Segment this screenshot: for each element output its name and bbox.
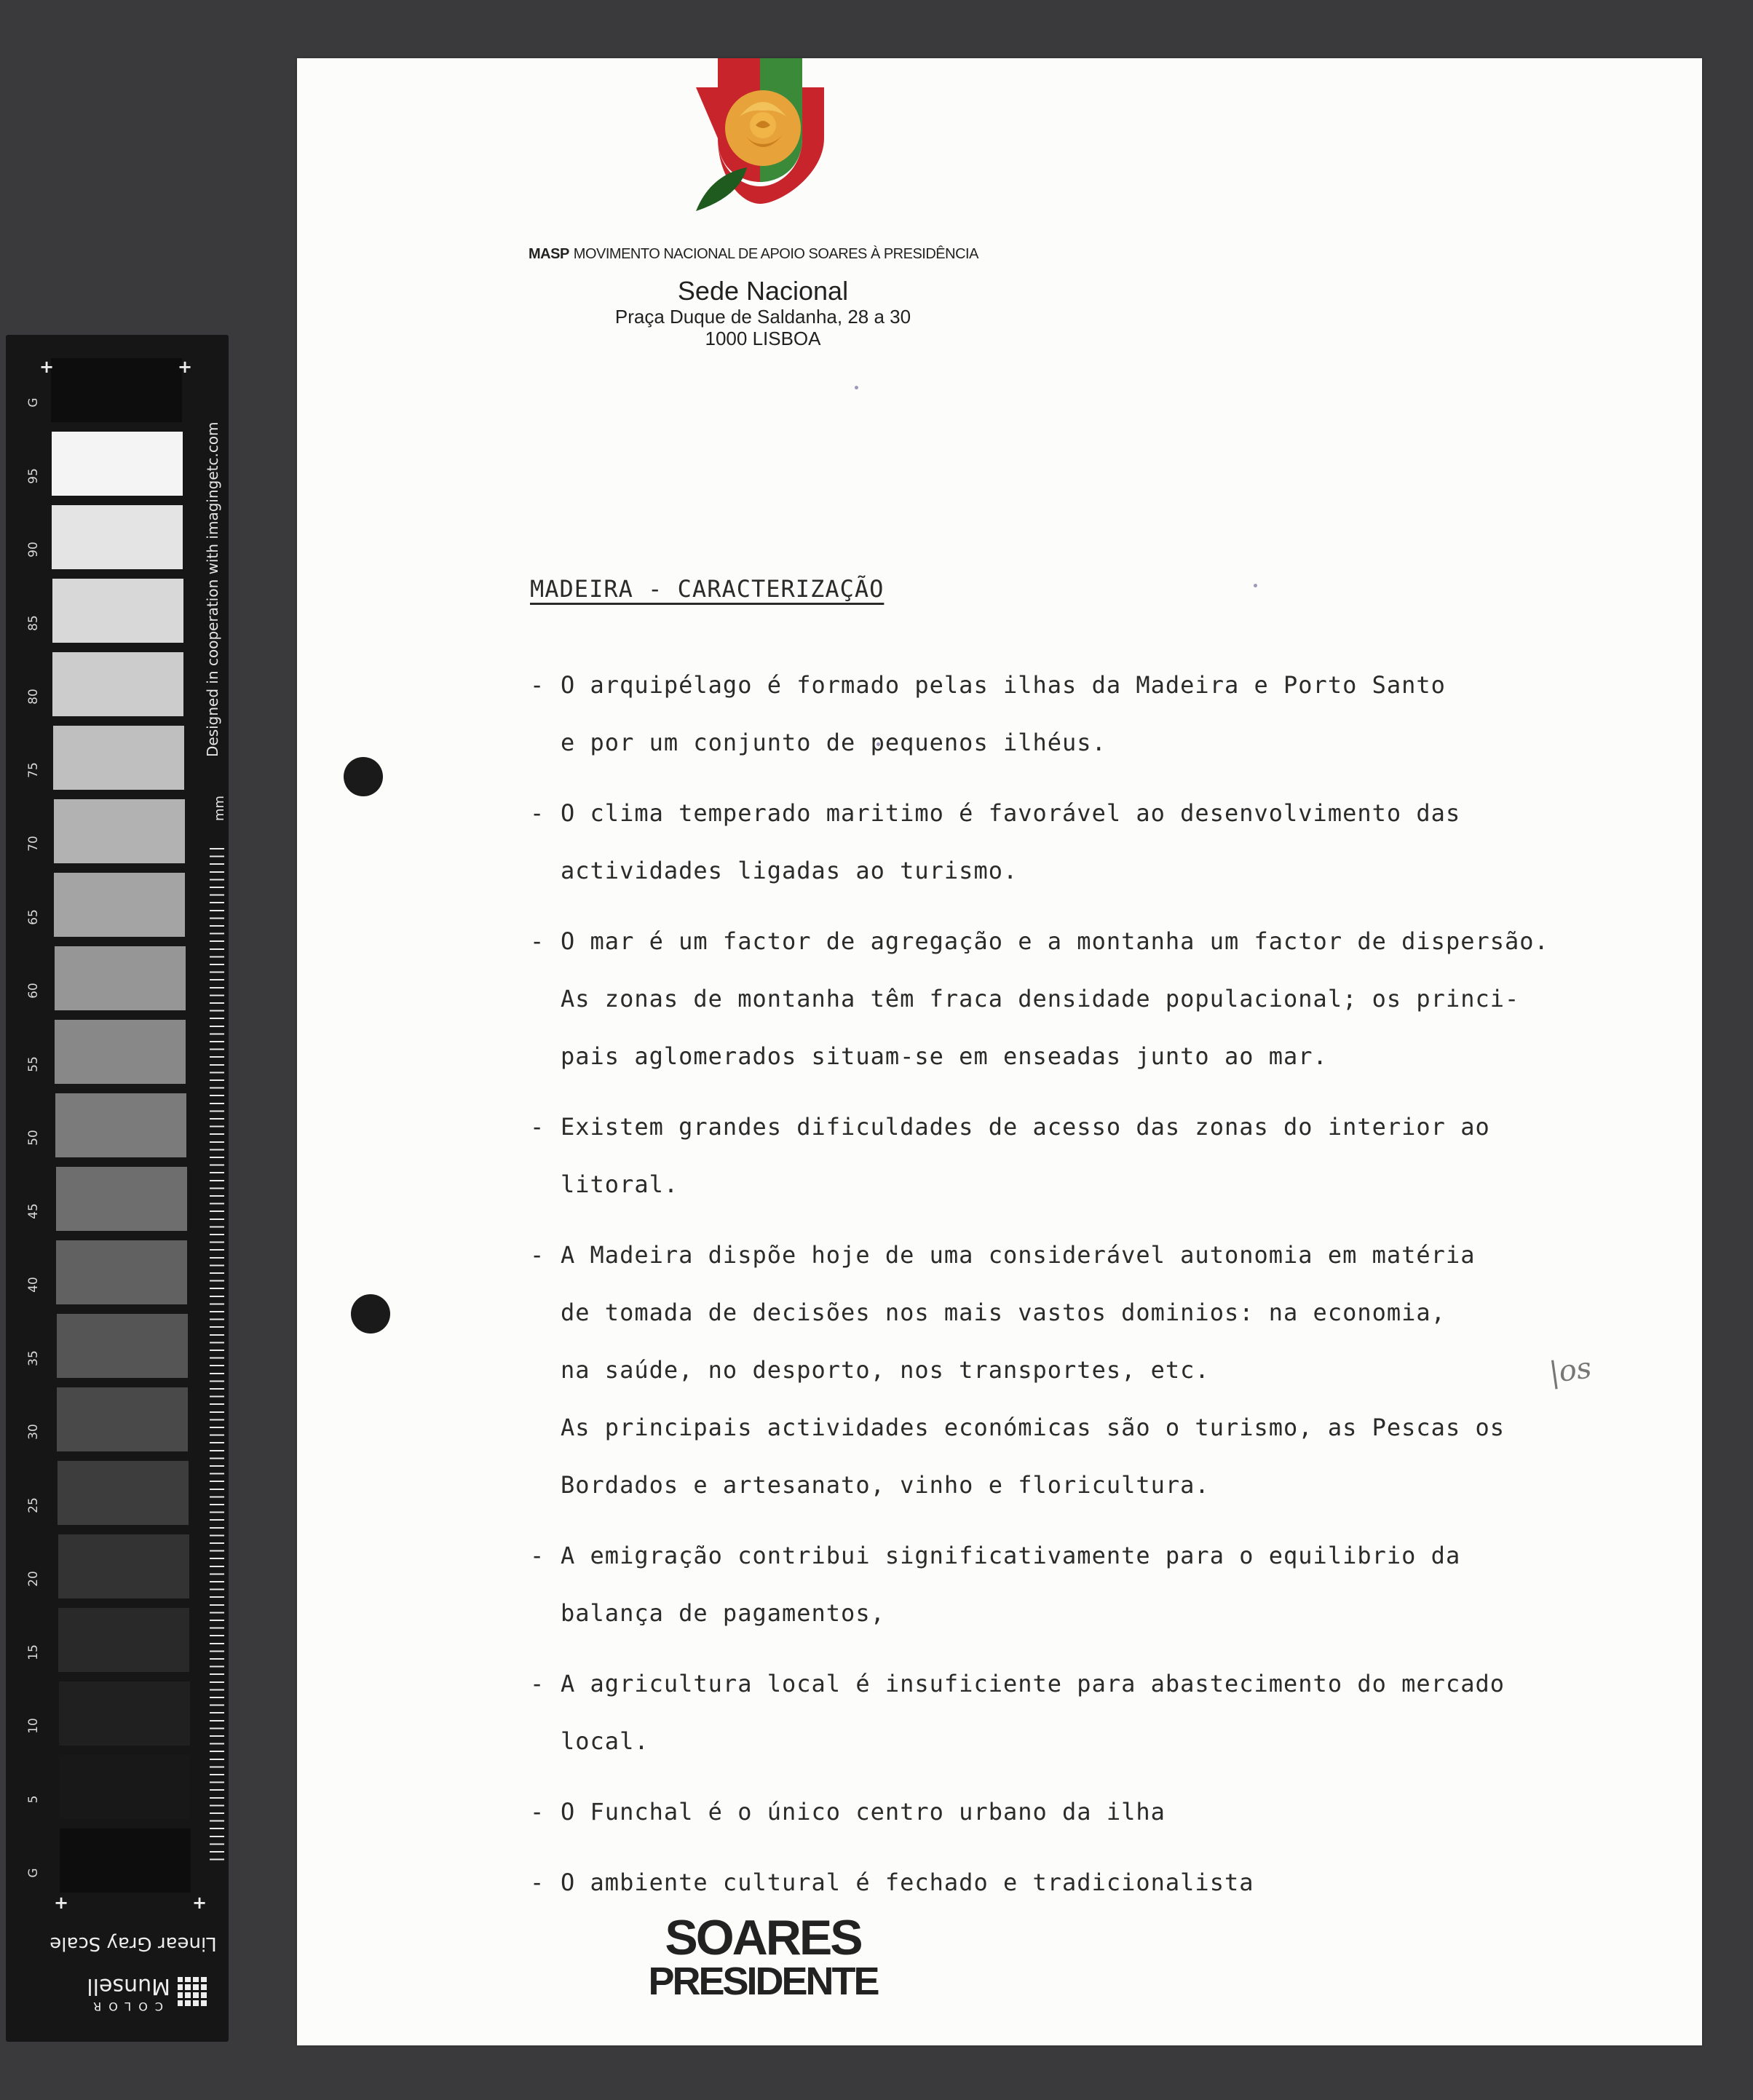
- scale-number: 55: [26, 1056, 41, 1072]
- bullet-dash: -: [530, 1241, 545, 1269]
- handwritten-margin-note: |os: [1547, 1351, 1594, 1390]
- gray-patch: [52, 505, 183, 569]
- gray-patch: [52, 652, 183, 716]
- item-line: A emigração contribui significativamente para o equilibrio da: [561, 1542, 1461, 1569]
- gray-patch: [55, 946, 186, 1010]
- scale-number: 50: [26, 1130, 41, 1146]
- scale-number: 30: [26, 1424, 41, 1440]
- bullet-dash: -: [530, 927, 545, 955]
- item-line: actividades ligadas ao turismo.: [561, 857, 1018, 884]
- letter-page: [297, 58, 1702, 2045]
- scale-number: 10: [26, 1718, 41, 1734]
- gray-patch: [55, 1020, 186, 1084]
- gray-scale-card: [6, 335, 229, 2042]
- scale-number: 75: [26, 762, 41, 778]
- item-line: O Funchal é o único centro urbano da ilha: [561, 1798, 1166, 1826]
- item-line: O mar é um factor de agregação e a montanha um factor de dispersão.: [561, 927, 1549, 955]
- gray-patch: [59, 1681, 190, 1746]
- item-line: O arquipélago é formado pelas ilhas da Madeira e Porto Santo: [561, 671, 1446, 699]
- item-line: A Madeira dispõe hoje de uma considerável autonomia em matéria: [561, 1241, 1476, 1269]
- gray-patch: [52, 579, 183, 643]
- scale-number: 45: [26, 1203, 41, 1219]
- scale-number: 80: [26, 689, 41, 705]
- punch-hole: [351, 1294, 390, 1334]
- headquarters-block: [588, 277, 938, 349]
- address-line: Praça Duque de Saldanha, 28 a 30: [614, 306, 911, 328]
- item-line: pais aglomerados situam-se em enseadas junto ao mar.: [561, 1042, 1328, 1070]
- item-line: Existem grandes dificuldades de acesso das zonas do interior ao: [561, 1113, 1490, 1141]
- scale-number: 40: [26, 1277, 41, 1293]
- gray-patch: [54, 873, 185, 937]
- bullet-dash: -: [530, 799, 545, 827]
- paper-speck: [855, 386, 858, 389]
- item-line: As principais actividades económicas são o turismo, as Pescas os: [561, 1414, 1505, 1441]
- ruler-unit: mm: [212, 795, 228, 822]
- bullet-dash: -: [530, 1670, 545, 1697]
- item-line: As zonas de montanha têm fraca densidade populacional; os princi-: [561, 985, 1520, 1013]
- item-line: e por um conjunto de pequenos ilhéus.: [561, 729, 1107, 756]
- scale-number: 15: [26, 1644, 41, 1660]
- bullet-dash: -: [530, 1869, 545, 1896]
- item-line: na saúde, no desporto, nos transportes, etc.: [561, 1356, 1210, 1384]
- item-line: O clima temperado maritimo é favorável ao desenvolvimento das: [561, 799, 1461, 827]
- mm-ruler: [210, 848, 224, 1863]
- scale-number: 70: [26, 836, 41, 852]
- punch-hole: [344, 757, 383, 796]
- footer-word-soares: SOARES: [665, 1910, 861, 1965]
- org-abbrev: MASP: [529, 246, 569, 262]
- scale-number: 60: [26, 983, 41, 999]
- gray-patch: [52, 432, 183, 496]
- gray-patch: [57, 1387, 188, 1451]
- scale-number: G: [26, 397, 41, 408]
- paper-speck: [1254, 584, 1257, 587]
- munsell-grid-icon: [178, 1977, 207, 2006]
- scale-number: 65: [26, 909, 41, 925]
- gray-patch: [53, 726, 184, 790]
- registration-plus-icon: +: [178, 357, 193, 377]
- document-title: MADEIRA - CARACTERIZAÇÃO: [530, 575, 885, 603]
- hq-title: Sede Nacional: [677, 276, 849, 306]
- soares-presidente-logo: [639, 1910, 887, 2003]
- gray-patch: [59, 1755, 190, 1819]
- bullet-dash: -: [530, 1113, 545, 1141]
- scale-number: 85: [26, 615, 41, 631]
- item-line: A agricultura local é insuficiente para abastecimento do mercado: [561, 1670, 1505, 1697]
- gray-patch: [56, 1167, 187, 1231]
- item-line: local.: [561, 1727, 649, 1755]
- scale-number: G: [26, 1868, 41, 1878]
- item-line: de tomada de decisões nos mais vastos dominios: na economia,: [561, 1299, 1446, 1326]
- gray-patch: [54, 799, 185, 863]
- organization-line: [529, 246, 1038, 263]
- registration-plus-icon: +: [192, 1893, 207, 1913]
- scale-number: 20: [26, 1571, 41, 1587]
- munsell-logo: [68, 1971, 207, 2015]
- scale-number: 90: [26, 542, 41, 558]
- footer-word-presidente: PRESIDENTE: [648, 1960, 878, 2003]
- scale-credit: Designed in cooperation with imagingetc.com: [204, 421, 221, 757]
- registration-plus-icon: +: [54, 1893, 69, 1913]
- bullet-dash: -: [530, 1798, 545, 1826]
- gray-patch: [58, 1534, 189, 1598]
- bullet-dash: -: [530, 1542, 545, 1569]
- scale-number: 95: [26, 468, 41, 484]
- masp-rose-logo: [696, 58, 824, 217]
- brand-word: Munsell: [87, 1973, 170, 1999]
- scale-title: Linear Gray Scale: [50, 1933, 217, 1954]
- gray-patch: [57, 1314, 188, 1378]
- item-line: litoral.: [561, 1170, 679, 1198]
- gray-patch: [60, 1828, 191, 1893]
- address-line: 1000 LISBOA: [705, 328, 821, 349]
- item-line: balança de pagamentos,: [561, 1599, 885, 1627]
- gray-patch: [51, 358, 182, 422]
- item-line: Bordados e artesanato, vinho e floricultura.: [561, 1471, 1210, 1499]
- gray-patch: [58, 1461, 189, 1525]
- scale-numbers: [17, 349, 50, 1893]
- gray-patch: [56, 1240, 187, 1304]
- brand-sub: COLOR: [86, 2000, 163, 2013]
- gray-patch: [58, 1608, 189, 1672]
- scale-number: 25: [26, 1497, 41, 1513]
- registration-plus-icon: +: [39, 357, 55, 377]
- bullet-dash: -: [530, 671, 545, 699]
- scale-number: 5: [26, 1795, 41, 1804]
- item-line: O ambiente cultural é fechado e tradicionalista: [561, 1869, 1254, 1896]
- org-name: MOVIMENTO NACIONAL DE APOIO SOARES À PRESIDÊNCIA: [573, 246, 978, 262]
- scale-number: 35: [26, 1350, 41, 1366]
- gray-patch: [55, 1093, 186, 1157]
